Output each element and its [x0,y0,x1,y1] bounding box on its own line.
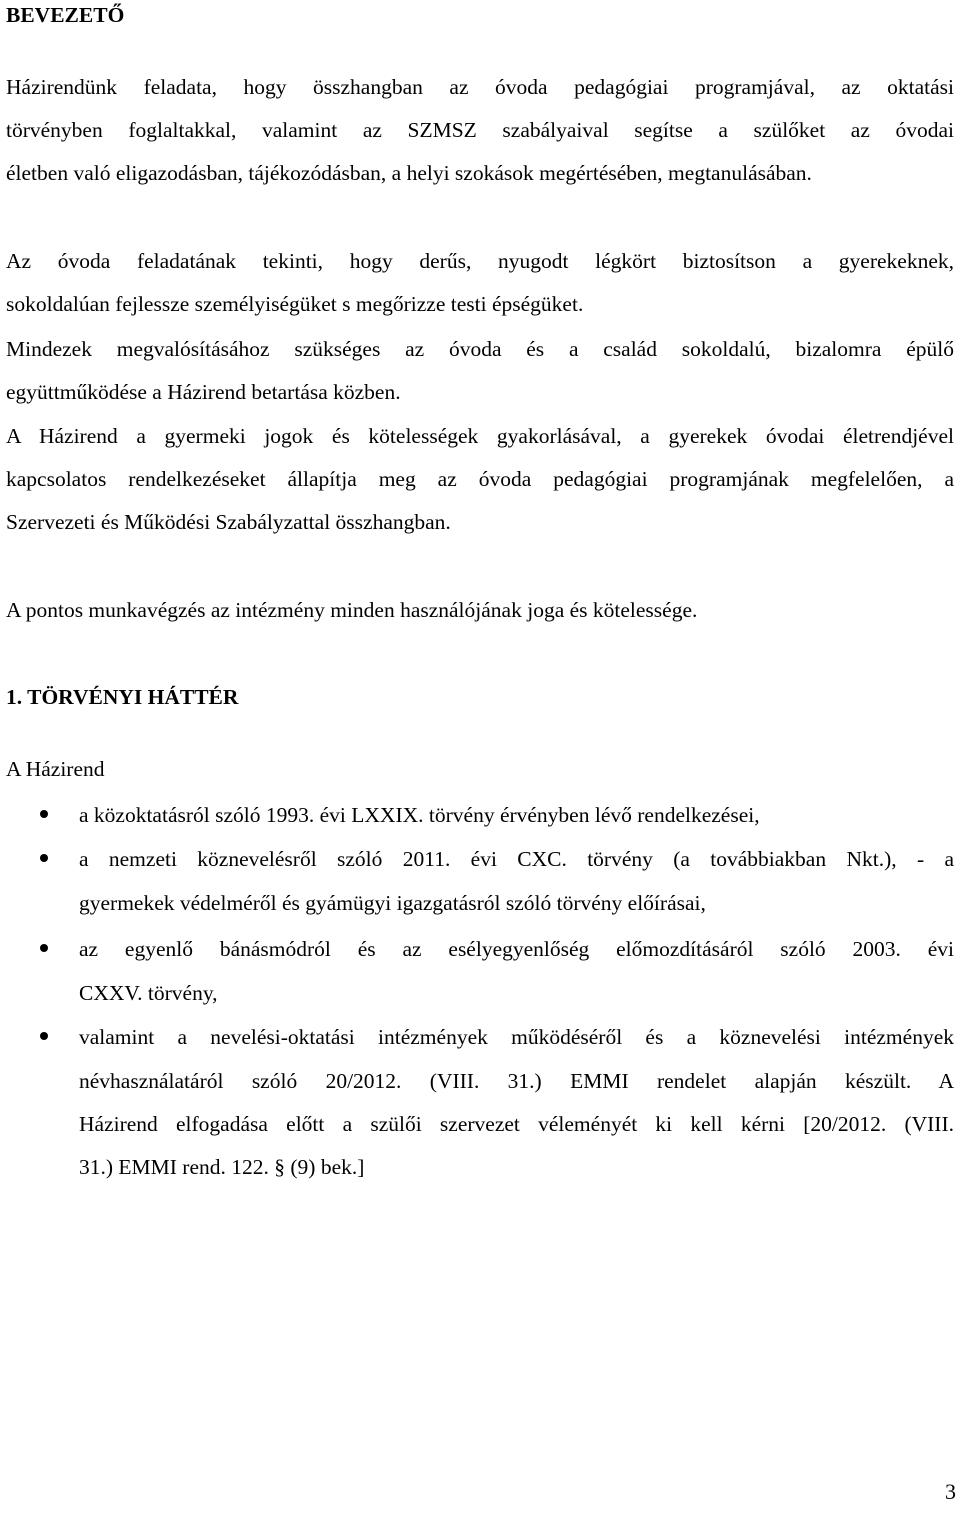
intro-p3-line2: együttműködése a Házirend betartása közben. [6,380,401,404]
bullet-4-line3: Házirend elfogadása előtt a szülői szervezet véleményét ki kell kérni [20/2012. (VIII. [79,1112,954,1136]
intro-p5: A pontos munkavégzés az intézmény minden használójának joga és kötelessége. [6,598,698,622]
bullet-3-line2: CXXV. törvény, [79,981,218,1005]
bullet-icon [40,944,48,952]
bullet-icon [40,854,48,862]
bullet-2-line1: a nemzeti köznevelésről szóló 2011. évi CXC. törvény (a továbbiakban Nkt.), - a [79,847,954,871]
page-number: 3 [945,1479,956,1504]
bullet-2-line2: gyermekek védelméről és gyámügyi igazgatásról szóló törvény előírásai, [79,891,706,915]
intro-p4-line3: Szervezeti és Működési Szabályzattal összhangban. [6,510,451,534]
bullet-icon [40,1032,48,1040]
intro-p4-line2: kapcsolatos rendelkezéseket állapítja meg az óvoda pedagógiai programjának megfelelően, a [6,467,954,491]
intro-p4-line1: A Házirend a gyermeki jogok és kötelességek gyakorlásával, a gyerekek óvodai életrendjével [6,424,954,448]
intro-p2-line2: sokoldalúan fejlessze személyiségüket s megőrizze testi épségüket. [6,292,584,316]
section1-heading: 1. TÖRVÉNYI HÁTTÉR [6,685,239,709]
intro-p3-line1: Mindezek megvalósításához szükséges az óvoda és a család sokoldalú, bizalomra épülő [6,337,954,361]
intro-p1-line1: Házirendünk feladata, hogy összhangban az óvoda pedagógiai programjával, az oktatási [6,75,954,99]
section1-lead: A Házirend [6,757,105,781]
bullet-4-line2: névhasználatáról szóló 20/2012. (VIII. 31.) EMMI rendelet alapján készült. A [79,1069,954,1093]
intro-heading: BEVEZETŐ [6,3,125,27]
bullet-4-line4: 31.) EMMI rend. 122. § (9) bek.] [79,1155,365,1179]
intro-p1-line3: életben való eligazodásban, tájékozódásban, a helyi szokások megértésében, megtanulásában. [6,161,812,185]
bullet-icon [40,810,48,818]
intro-p1-line2: törvényben foglaltakkal, valamint az SZMSZ szabályaival segítse a szülőket az óvodai [6,118,954,142]
intro-p2-line1: Az óvoda feladatának tekinti, hogy derűs, nyugodt légkört biztosítson a gyerekeknek, [6,249,954,273]
bullet-3-line1: az egyenlő bánásmódról és az esélyegyenlőség előmozdításáról szóló 2003. évi [79,937,954,961]
bullet-1-line1: a közoktatásról szóló 1993. évi LXXIX. törvény érvényben lévő rendelkezései, [79,803,760,827]
bullet-4-line1: valamint a nevelési-oktatási intézmények működéséről és a köznevelési intézmények [79,1025,954,1049]
